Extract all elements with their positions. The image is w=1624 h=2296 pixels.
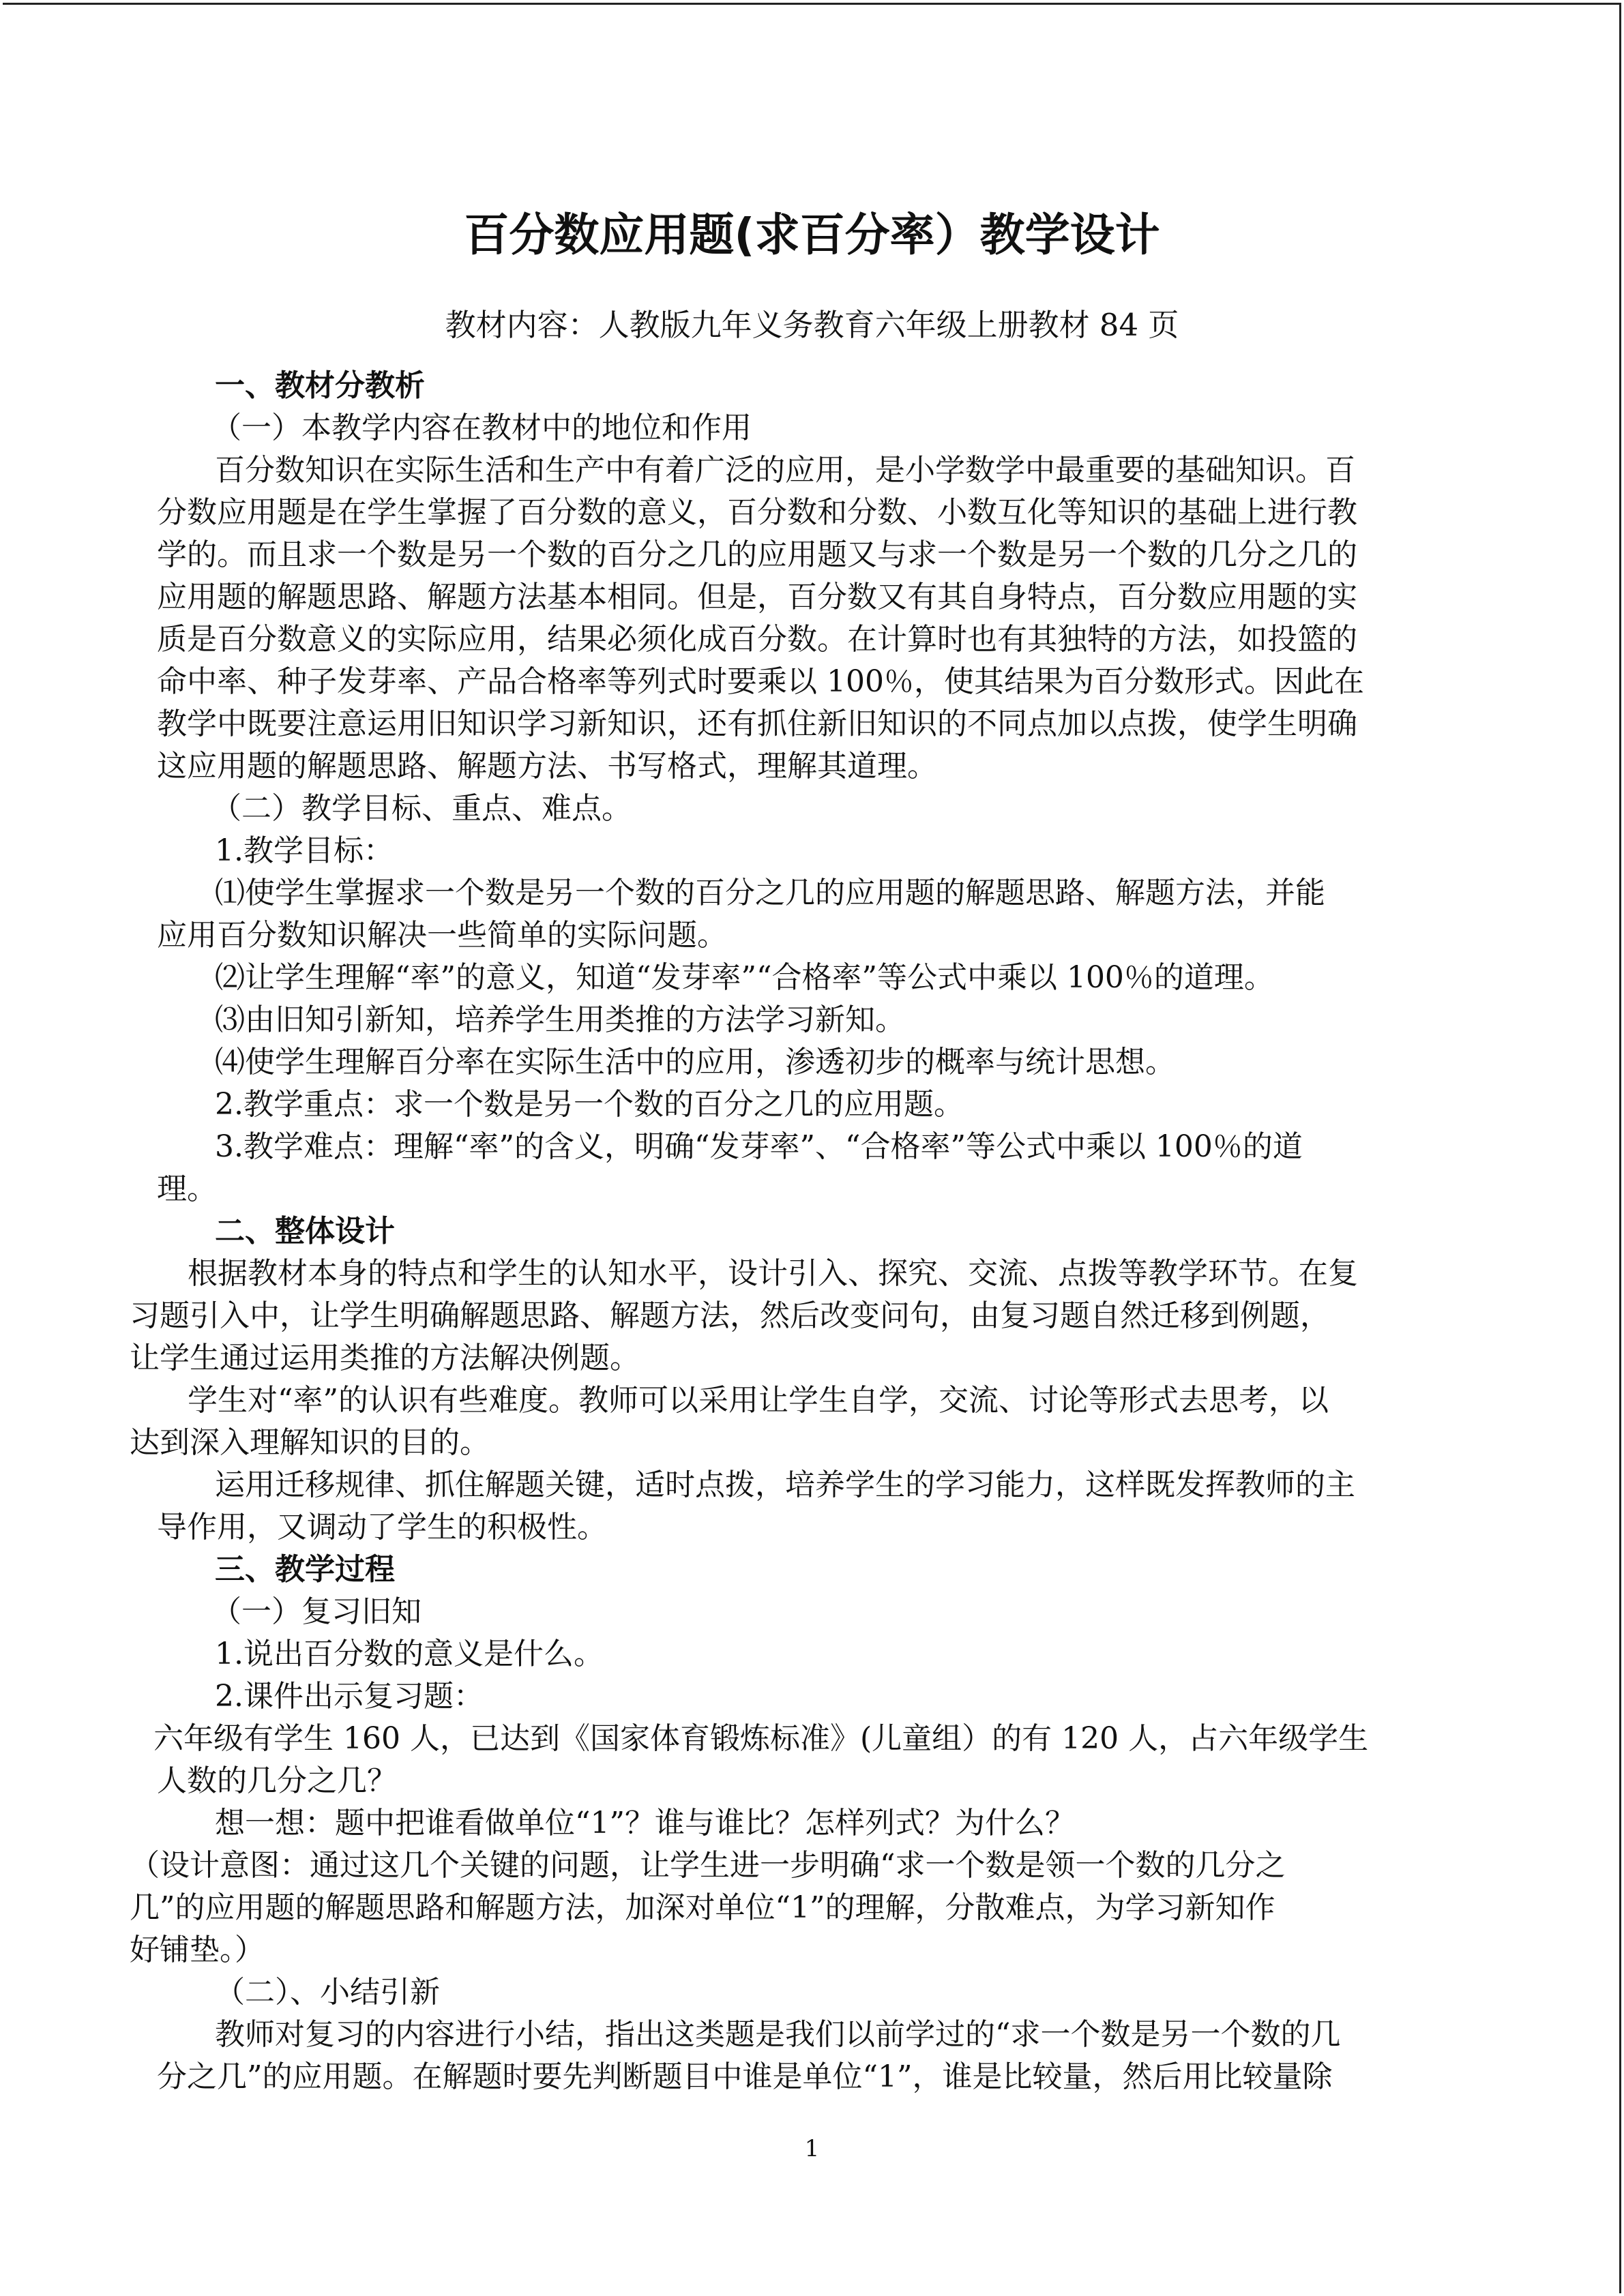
paragraph-line: 六年级有学生 160 人，已达到《国家体育锻炼标准》(儿童组）的有 120 人，占六年级学生 xyxy=(153,1721,1369,1756)
paragraph-line: 应用百分数知识解决一些简单的实际问题。 xyxy=(157,918,727,953)
section-heading: 一、教材分教析 xyxy=(215,368,425,403)
paragraph-line: （二）教学目标、重点、难点。 xyxy=(211,791,632,826)
paragraph-line: （设计意图：通过这几个关键的问题，让学生进一步明确“求一个数是领一个数的几分之 xyxy=(130,1848,1286,1883)
paragraph-line: 1.教学目标： xyxy=(215,833,394,868)
paragraph-line: 1.说出百分数的意义是什么。 xyxy=(215,1637,604,1671)
page-number: 1 xyxy=(804,2135,820,2162)
section-heading: 二、整体设计 xyxy=(215,1214,395,1249)
paragraph-line: 命中率、种子发芽率、产品合格率等列式时要乘以 100％，使其结果为百分数形式。因此在 xyxy=(157,664,1364,699)
paragraph-line: 根据教材本身的特点和学生的认知水平，设计引入、探究、交流、点拨等教学环节。在复 xyxy=(188,1256,1358,1291)
paragraph-line: 这应用题的解题思路、解题方法、书写格式，理解其道理。 xyxy=(157,749,937,784)
paragraph-line: （二）、小结引新 xyxy=(215,1975,440,2010)
paragraph-line: 分之几”的应用题。在解题时要先判断题目中谁是单位“1”，谁是比较量，然后用比较量除 xyxy=(157,2059,1333,2094)
paragraph-line: 运用迁移规律、抓住解题关键，适时点拨，培养学生的学习能力，这样既发挥教师的主 xyxy=(215,1467,1355,1502)
paragraph-line: （一）本教学内容在教材中的地位和作用 xyxy=(211,411,752,445)
paragraph-line: 质是百分数意义的实际应用，结果必须化成百分数。在计算时也有其独特的方法，如投篮的 xyxy=(157,622,1357,657)
paragraph-line: 2.教学重点：求一个数是另一个数的百分之几的应用题。 xyxy=(215,1087,964,1122)
paragraph-line: ⑶由旧知引新知，培养学生用类推的方法学习新知。 xyxy=(215,1002,905,1037)
paragraph-line: ⑵让学生理解“率”的意义，知道“发芽率”“合格率”等公式中乘以 100％的道理。 xyxy=(215,960,1274,995)
paragraph-line: 分数应用题是在学生掌握了百分数的意义，百分数和分数、小数互化等知识的基础上进行教 xyxy=(157,495,1357,530)
paragraph-line: 想一想：题中把谁看做单位“1”？谁与谁比？怎样列式？为什么？ xyxy=(215,1806,1075,1840)
paragraph-line: 人数的几分之几？ xyxy=(157,1763,397,1798)
section-heading: 三、教学过程 xyxy=(215,1552,395,1587)
paragraph-line: 2.课件出示复习题： xyxy=(215,1679,484,1714)
paragraph-line: 习题引入中，让学生明确解题思路、解题方法，然后改变问句，由复习题自然迁移到例题， xyxy=(130,1298,1330,1333)
paragraph-line: 教学中既要注意运用旧知识学习新知识，还有抓住新旧知识的不同点加以点拨，使学生明确 xyxy=(157,706,1357,741)
paragraph-line: 几”的应用题的解题思路和解题方法，加深对单位“1”的理解，分散难点，为学习新知作 xyxy=(130,1890,1275,1925)
paragraph-line: 理。 xyxy=(157,1172,217,1206)
paragraph-line: 好铺垫。） xyxy=(130,1933,265,1967)
paragraph-line: 达到深入理解知识的目的。 xyxy=(130,1425,490,1460)
paragraph-line: 学的。而且求一个数是另一个数的百分之几的应用题又与求一个数是另一个数的几分之几的 xyxy=(157,537,1357,572)
page-title: 百分数应用题(求百分率）教学设计 xyxy=(464,209,1160,261)
paragraph-line: 让学生通过运用类推的方法解决例题。 xyxy=(130,1341,640,1375)
paragraph-line: 百分数知识在实际生活和生产中有着广泛的应用，是小学数学中最重要的基础知识。百 xyxy=(215,453,1355,488)
paragraph-line: 应用题的解题思路、解题方法基本相同。但是，百分数又有其自身特点，百分数应用题的实 xyxy=(157,580,1357,614)
paragraph-line: 3.教学难点：理解“率”的含义，明确“发芽率”、“合格率”等公式中乘以 100％的道 xyxy=(215,1129,1303,1164)
page-subtitle: 教材内容：人教版九年义务教育六年级上册教材 84 页 xyxy=(445,307,1179,343)
paragraph-line: （一）复习旧知 xyxy=(211,1594,422,1629)
paragraph-line: 教师对复习的内容进行小结，指出这类题是我们以前学过的“求一个数是另一个数的几 xyxy=(215,2017,1341,2052)
paragraph-line: ⑷使学生理解百分率在实际生活中的应用，渗透初步的概率与统计思想。 xyxy=(215,1045,1175,1079)
paragraph-line: ⑴使学生掌握求一个数是另一个数的百分之几的应用题的解题思路、解题方法，并能 xyxy=(215,876,1325,910)
paragraph-line: 导作用，又调动了学生的积极性。 xyxy=(157,1510,607,1545)
paragraph-line: 学生对“率”的认识有些难度。教师可以采用让学生自学，交流、讨论等形式去思考，以 xyxy=(188,1383,1329,1418)
